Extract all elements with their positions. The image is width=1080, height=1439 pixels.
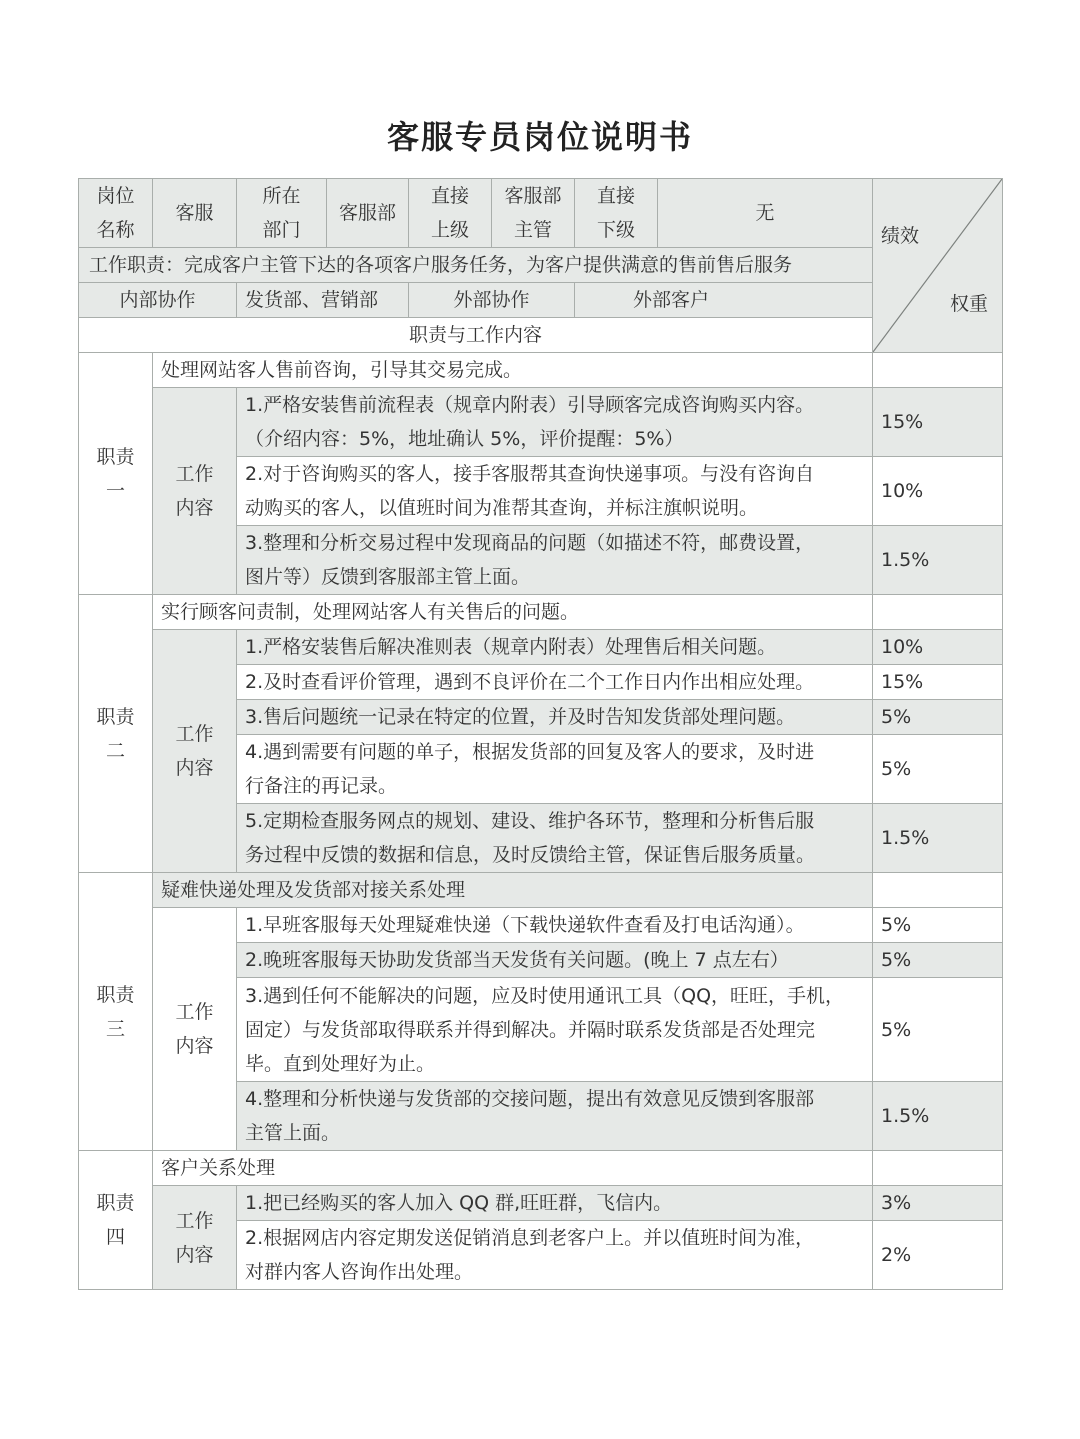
duty-title-row	[79, 1151, 1003, 1186]
job-description-table	[78, 178, 1003, 1290]
work-item-text: 4.整理和分析快递与发货部的交接问题，提出有效意见反馈到客服部 主管上面。	[237, 1082, 873, 1151]
work-item-weight: 1.5%	[873, 804, 1003, 873]
duty-title-weight	[873, 353, 1003, 388]
external-label: 外部协作	[409, 283, 575, 318]
duty-title-weight	[873, 873, 1003, 908]
work-item-weight: 5%	[873, 943, 1003, 978]
duty-title: 客户关系处理	[153, 1151, 873, 1186]
section-title: 职责与工作内容	[79, 318, 873, 353]
work-item-text: 2.根据网店内容定期发送促销消息到老客户上。并以值班时间为准， 对群内客人咨询作出处理。	[237, 1221, 873, 1290]
work-item-text: 2.晚班客服每天协助发货部当天发货有关问题。(晚上 7 点左右）	[237, 943, 873, 978]
work-item-text: 3.售后问题统一记录在特定的位置，并及时告知发货部处理问题。	[237, 700, 873, 735]
internal-value: 发货部、营销部	[237, 283, 409, 318]
work-item-weight: 1.5%	[873, 526, 1003, 595]
work-item-weight: 5%	[873, 978, 1003, 1082]
work-item-weight: 5%	[873, 908, 1003, 943]
work-item-text: 2.对于咨询购买的客人，接手客服帮其查询快递事项。与没有咨询自 动购买的客人，以值班时间为准帮其查询，并标注旗帜说明。	[237, 457, 873, 526]
work-item-weight: 10%	[873, 457, 1003, 526]
work-item-text: 1.早班客服每天处理疑难快递（下载快递软件查看及打电话沟通）。	[237, 908, 873, 943]
work-item-text: 2.及时查看评价管理，遇到不良评价在二个工作日内作出相应处理。	[237, 665, 873, 700]
work-item-text: 3.整理和分析交易过程中发现商品的问题（如描述不符，邮费设置， 图片等）反馈到客服部主管上面。	[237, 526, 873, 595]
superior-label: 直接 上级	[409, 179, 492, 248]
duty-title-row	[79, 353, 1003, 388]
duty-label: 职责 二	[79, 595, 153, 873]
duty-title: 处理网站客人售前咨询，引导其交易完成。	[153, 353, 873, 388]
work-item-text: 1.把已经购买的客人加入 QQ 群,旺旺群，飞信内。	[237, 1186, 873, 1221]
duty-label: 职责 四	[79, 1151, 153, 1290]
work-item-text: 5.定期检查服务网点的规划、建设、维护各环节，整理和分析售后服 务过程中反馈的数据和信息，及时反馈给主管，保证售后服务质量。	[237, 804, 873, 873]
document-title: 客服专员岗位说明书	[386, 118, 693, 156]
header-row	[79, 179, 1003, 248]
superior-value: 客服部 主管	[492, 179, 575, 248]
internal-label: 内部协作	[79, 283, 237, 318]
duty-title: 实行顾客问责制，处理网站客人有关售后的问题。	[153, 595, 873, 630]
post-name-value: 客服	[153, 179, 237, 248]
duty-title-weight	[873, 595, 1003, 630]
work-content-label: 工作 内容	[153, 1186, 237, 1290]
dept-label: 所在 部门	[237, 179, 327, 248]
work-item-weight: 15%	[873, 388, 1003, 457]
work-item-weight: 3%	[873, 1186, 1003, 1221]
duty-title: 疑难快递处理及发货部对接关系处理	[153, 873, 873, 908]
work-item-row	[79, 388, 1003, 457]
work-item-weight: 10%	[873, 630, 1003, 665]
job-duty-text: 工作职责：完成客户主管下达的各项客户服务任务，为客户提供满意的售前售后服务	[79, 248, 873, 283]
duty-label: 职责 一	[79, 353, 153, 595]
duty-label: 职责 三	[79, 873, 153, 1151]
work-item-text: 1.严格安装售后解决准则表（规章内附表）处理售后相关问题。	[237, 630, 873, 665]
subordinate-value: 无	[658, 179, 873, 248]
duty-title-weight	[873, 1151, 1003, 1186]
dept-value: 客服部	[327, 179, 409, 248]
work-content-label: 工作 内容	[153, 908, 237, 1151]
work-item-text: 4.遇到需要有问题的单子，根据发货部的回复及客人的要求，及时进 行备注的再记录。	[237, 735, 873, 804]
work-content-label: 工作 内容	[153, 388, 237, 595]
work-item-weight: 5%	[873, 735, 1003, 804]
work-content-label: 工作 内容	[153, 630, 237, 873]
work-item-weight: 5%	[873, 700, 1003, 735]
work-item-row	[79, 908, 1003, 943]
perf-label: 绩效	[881, 225, 920, 247]
work-item-text: 3.遇到任何不能解决的问题，应及时使用通讯工具（QQ，旺旺，手机， 固定）与发货部取得联系并得到解决。并隔时联系发货部是否处理完 毕。直到处理好为止。	[237, 978, 873, 1082]
work-item-text: 1.严格安装售前流程表（规章内附表）引导顾客完成咨询购买内容。 （介绍内容：5%，地址确认 5%，评价提醒：5%）	[237, 388, 873, 457]
subordinate-label: 直接 下级	[575, 179, 658, 248]
post-name-label: 岗位 名称	[79, 179, 153, 248]
external-value: 外部客户	[575, 283, 873, 318]
work-item-weight: 2%	[873, 1221, 1003, 1290]
work-item-weight: 15%	[873, 665, 1003, 700]
duty-title-row	[79, 873, 1003, 908]
perf-weight-header	[873, 179, 1003, 353]
weight-label: 权重	[949, 293, 988, 315]
work-item-weight: 1.5%	[873, 1082, 1003, 1151]
diagonal-divider	[873, 179, 1002, 352]
duty-title-row	[79, 595, 1003, 630]
work-item-row	[79, 630, 1003, 665]
work-item-row	[79, 1186, 1003, 1221]
